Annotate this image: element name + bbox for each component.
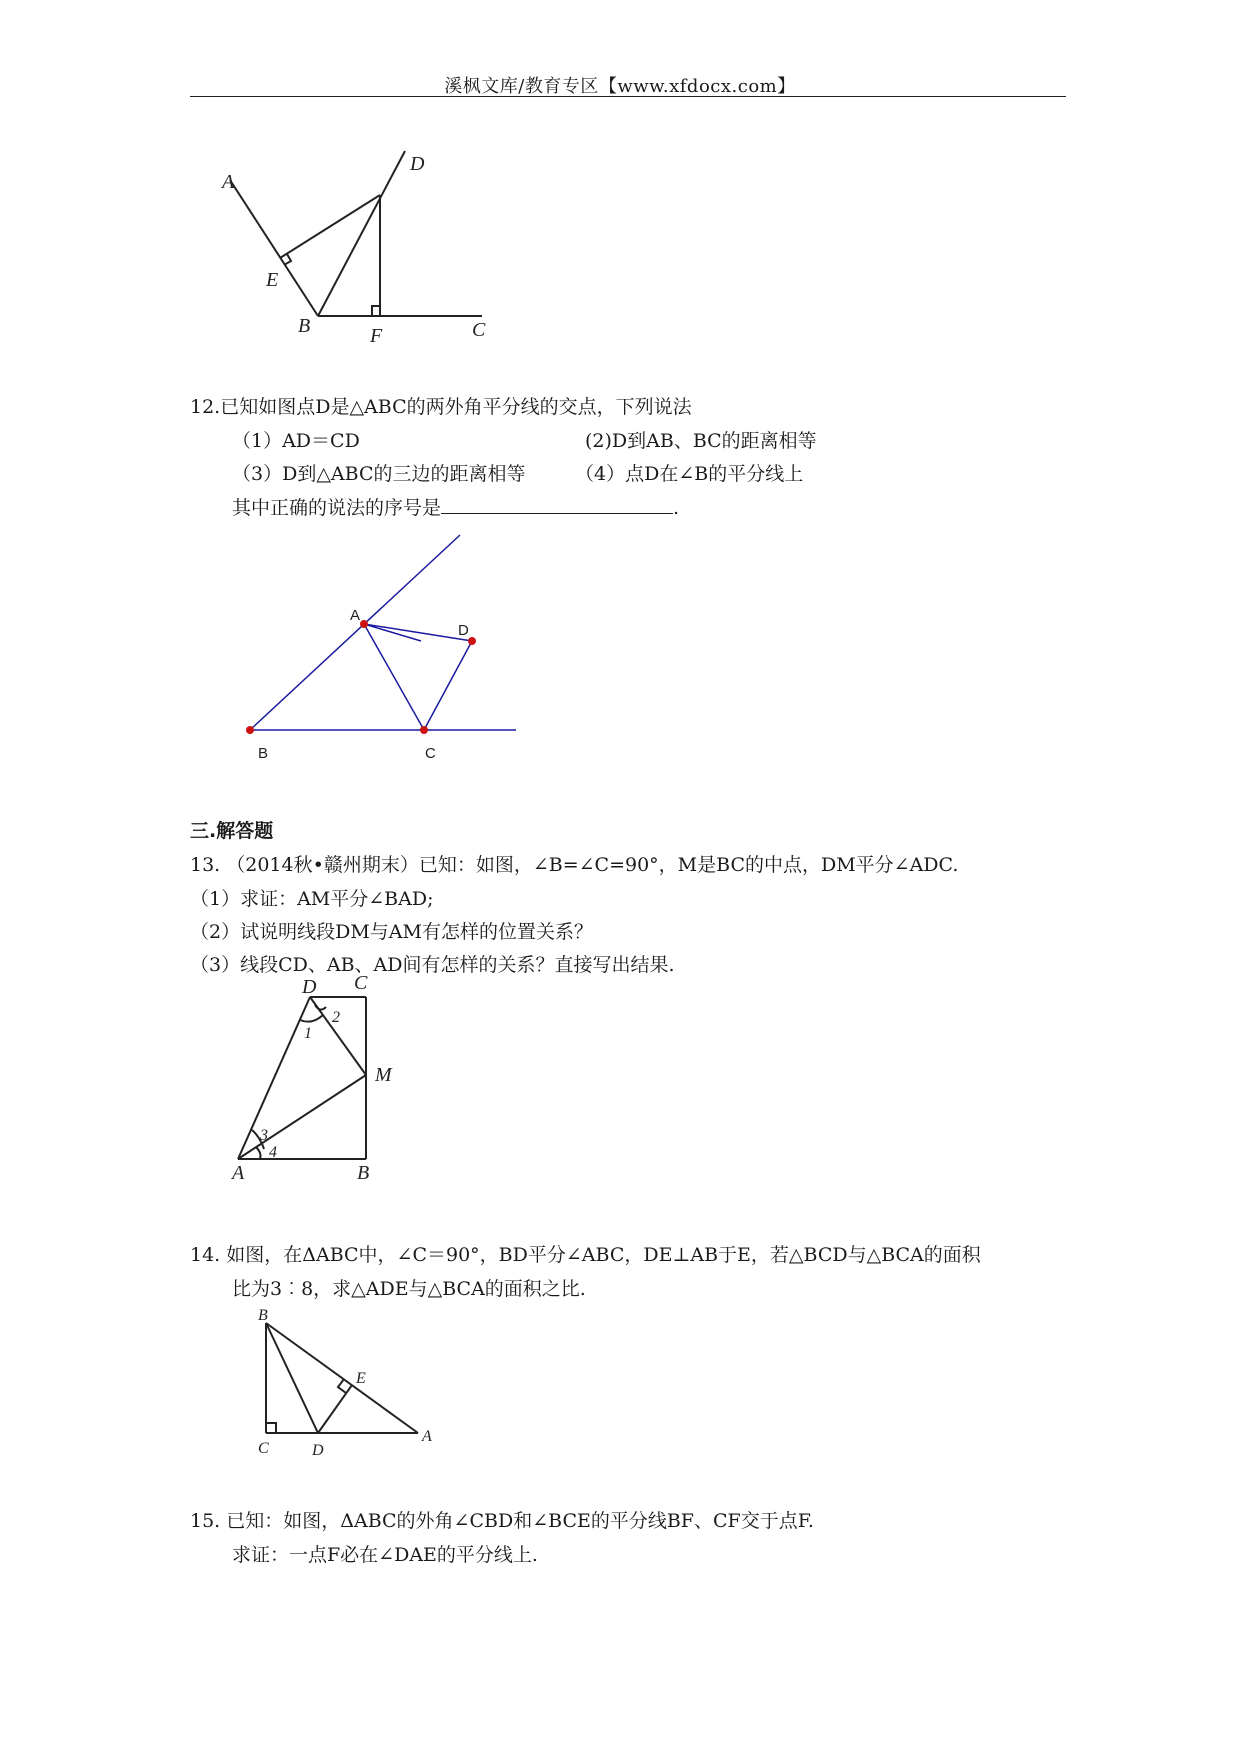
right-angle-f xyxy=(372,306,380,316)
header-divider xyxy=(190,96,1066,97)
q15-line-1: 15. 已知：如图，ΔABC的外角∠CBD和∠BCE的平分线BF、CF交于点F. xyxy=(190,1510,814,1532)
point-c xyxy=(420,726,428,734)
angle-arc-1 xyxy=(300,1015,323,1022)
fig13-label-3: 3 xyxy=(260,1127,268,1144)
figure-q12 xyxy=(220,530,540,770)
q13-part-3: （3）线段CD、AB、AD间有怎样的关系？直接写出结果. xyxy=(190,954,675,976)
fig13-label-c: C xyxy=(354,972,368,994)
fig14-label-b: B xyxy=(258,1307,268,1324)
q14-line-2: 比为3︰8，求△ADE与△BCA的面积之比. xyxy=(232,1278,586,1300)
fig11-label-c: C xyxy=(472,319,486,341)
fig14-label-e: E xyxy=(356,1370,366,1387)
line-de xyxy=(318,1385,352,1433)
q13-stem: 13. （2014秋•赣州期末）已知：如图，∠B=∠C=90°，M是BC的中点，DM平分∠ADC. xyxy=(190,854,959,876)
section-title-3: 三.解答题 xyxy=(190,820,274,842)
point-a xyxy=(360,620,368,628)
fig11-label-f: F xyxy=(370,325,383,347)
q12-stem: 12.已知如图点D是△ABC的两外角平分线的交点，下列说法 xyxy=(190,396,692,418)
fig12-label-d: D xyxy=(458,622,469,639)
page-header: 溪枫文库/教育专区【www.xfdocx.com】 xyxy=(444,76,796,97)
fig14-label-a: A xyxy=(422,1428,432,1445)
fig12-label-a: A xyxy=(350,607,361,624)
angle-arc-2 xyxy=(315,1005,326,1010)
fig11-label-a: A xyxy=(222,171,235,193)
fig11-label-b: B xyxy=(298,315,311,337)
line-ba xyxy=(266,1323,418,1433)
line-cd xyxy=(424,641,472,730)
right-angle-c xyxy=(266,1423,276,1433)
fig13-label-1: 1 xyxy=(304,1025,312,1042)
q12-option-4: （4）点D在∠B的平分线上 xyxy=(575,463,804,485)
q12-ask-text: 其中正确的说法的序号是 xyxy=(232,497,442,519)
angle-arc-4 xyxy=(256,1147,261,1159)
figure-q11 xyxy=(200,150,500,350)
q12-answer-blank xyxy=(441,498,673,514)
q13-part-1: （1）求证：AM平分∠BAD; xyxy=(190,888,434,910)
line-ab xyxy=(230,180,318,316)
line-ba-extended xyxy=(250,535,460,730)
q15-line-2: 求证：一点F必在∠DAE的平分线上. xyxy=(232,1544,538,1566)
q12-option-2: (2)D到AB、BC的距离相等 xyxy=(585,430,817,452)
fig11-label-d: D xyxy=(410,153,425,175)
fig13-label-a: A xyxy=(232,1162,245,1184)
q14-line-1: 14. 如图，在ΔABC中，∠C＝90°，BD平分∠ABC，DE⊥AB于E，若△BCD与△BCA的面积 xyxy=(190,1244,981,1266)
line-bd xyxy=(318,151,405,316)
fig13-label-m: M xyxy=(375,1064,392,1086)
fig13-label-b: B xyxy=(357,1162,370,1184)
q12-option-3: （3）D到△ABC的三边的距离相等 xyxy=(232,463,526,485)
fig13-label-2: 2 xyxy=(332,1009,340,1026)
q12-option-1: （1）AD＝CD xyxy=(232,430,360,452)
line-ad-full xyxy=(364,624,472,641)
point-b xyxy=(246,726,254,734)
fig12-label-c: C xyxy=(425,745,436,762)
figure-q14 xyxy=(250,1305,450,1459)
fig13-label-4: 4 xyxy=(269,1144,277,1161)
fig11-label-e: E xyxy=(266,269,279,291)
q13-part-2: （2）试说明线段DM与AM有怎样的位置关系？ xyxy=(190,921,593,943)
fig12-label-b: B xyxy=(258,745,269,762)
fig14-label-d: D xyxy=(312,1442,324,1459)
q12-ask-end: . xyxy=(673,497,680,519)
fig13-label-d: D xyxy=(302,976,317,998)
q12-ask xyxy=(232,498,679,518)
point-d xyxy=(468,637,476,645)
fig14-label-c: C xyxy=(258,1440,269,1457)
figure-q13 xyxy=(220,972,420,1185)
line-bd xyxy=(266,1323,318,1433)
